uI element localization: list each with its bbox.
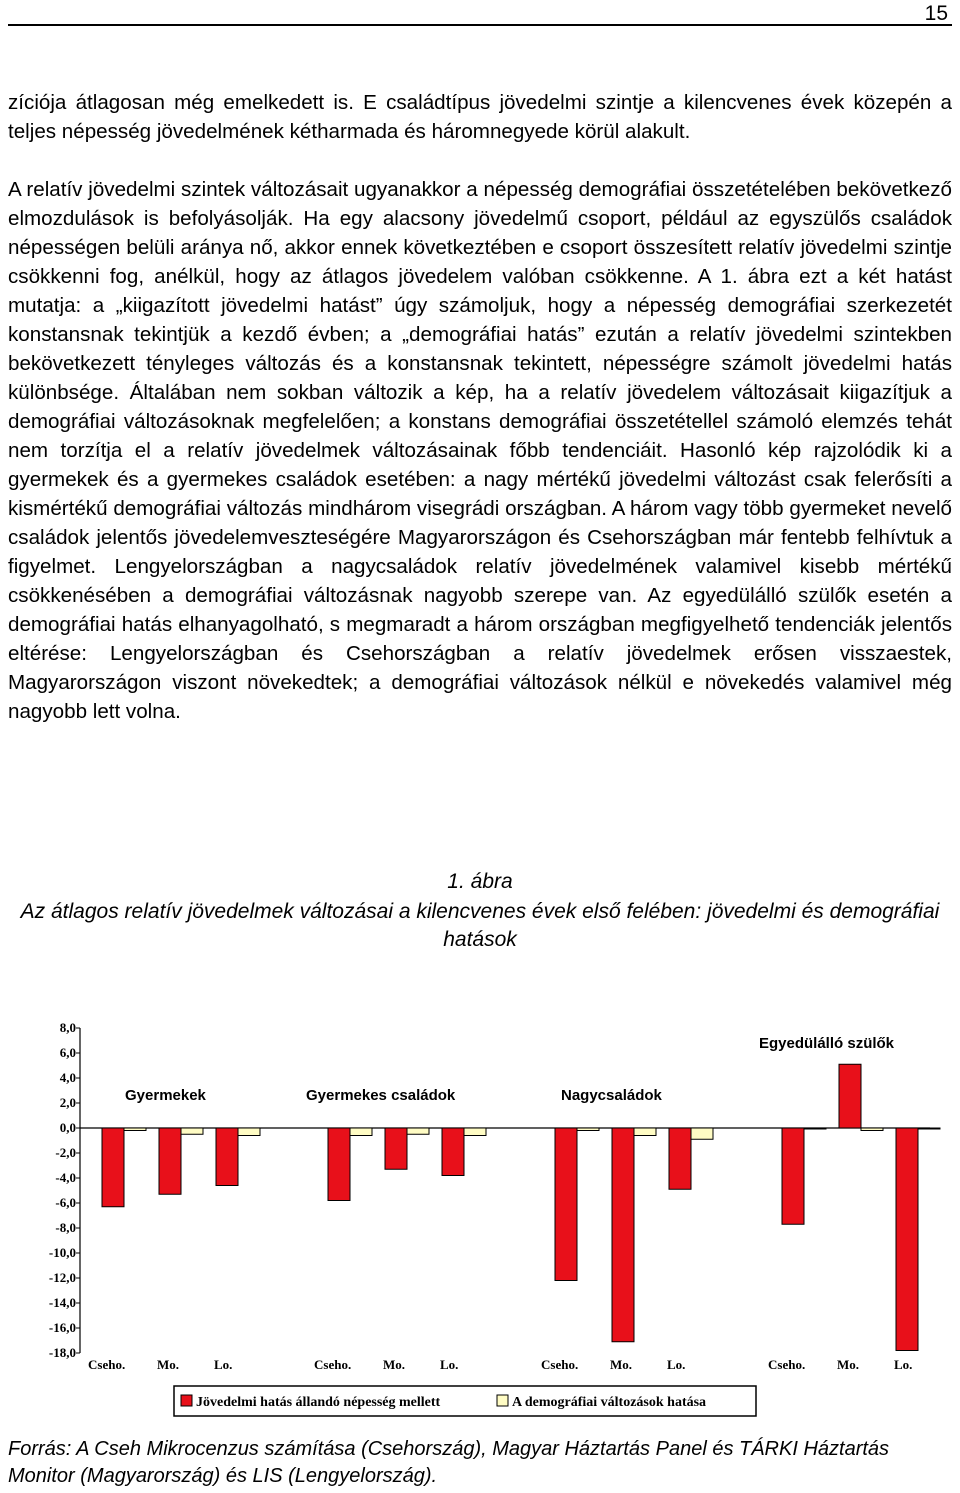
- y-tick-label: -10,0: [48, 1245, 76, 1260]
- x-tick-label: Mo.: [837, 1357, 860, 1372]
- bar-income: [555, 1128, 577, 1281]
- bar-demographic: [124, 1128, 146, 1131]
- y-tick-label: -18,0: [48, 1345, 76, 1360]
- bar-income: [328, 1128, 350, 1201]
- bars: [102, 1064, 940, 1350]
- bar-demographic: [464, 1128, 486, 1136]
- legend-label-income: Jövedelmi hatás állandó népesség mellett: [196, 1395, 441, 1410]
- x-tick-label: Lo.: [440, 1357, 459, 1372]
- bar-demographic: [350, 1128, 372, 1136]
- y-tick-label: -8,0: [55, 1220, 76, 1235]
- group-label: Gyermekek: [125, 1087, 206, 1104]
- y-tick-label: 0,0: [59, 1120, 76, 1135]
- y-tick-label: -14,0: [48, 1295, 76, 1310]
- group-labels: [125, 1035, 895, 1104]
- figure-number: 1. ábra: [447, 870, 513, 893]
- x-tick-label: Lo.: [894, 1357, 913, 1372]
- y-tick-label: -4,0: [55, 1170, 76, 1185]
- bar-demographic: [691, 1128, 713, 1139]
- legend-swatch-demographic: [497, 1395, 508, 1406]
- bar-income: [102, 1128, 124, 1207]
- group-label: Egyedülálló szülők: [759, 1035, 895, 1052]
- bar-income: [612, 1128, 634, 1342]
- bar-chart: [0, 1010, 960, 1430]
- bar-demographic: [577, 1128, 599, 1131]
- bar-income: [216, 1128, 238, 1186]
- bar-demographic: [804, 1128, 826, 1129]
- bar-income: [669, 1128, 691, 1189]
- body-text: [8, 88, 952, 755]
- legend-swatch-income: [181, 1395, 192, 1406]
- group-label: Nagycsaládok: [561, 1087, 662, 1104]
- x-tick-label: Cseho.: [88, 1357, 126, 1372]
- x-tick-label: Lo.: [667, 1357, 686, 1372]
- bar-demographic: [181, 1128, 203, 1134]
- bar-income: [385, 1128, 407, 1169]
- y-tick-label: -2,0: [55, 1145, 76, 1160]
- paragraph-2: A relatív jövedelmi szintek változásait ugyanakkor a népesség demográfiai összetételében bekövetkező elmozdulások is befolyásolják. Ha egy alacsony jövedelmű csoport, például az egyszülős családok népességen belüli aránya nő, akkor ennek következtében e csoport összesített relatív jövedelmi szintje csökkenni fog, anélkül, hogy az átlagos jövedelem valóban csökkenne. A 1. ábra ezt a két hatást mutatja: a „kiigazított jövedelmi hatást” úgy számoljuk, hogy a népesség demográfiai szerkezetét konstansnak tekintjük a kezdő évben; a „demográfiai hatás” ezután a relatív jövedelmi szintekben bekövetkezett tényleges változás és a konstansnak tekintett, népességre számolt jövedelmi hatás különbsége. Általában nem sokban változik a kép, ha a relatív jövedelem változásait kiigazítjuk a demográfiai változásoknak megfelelően; a konstans demográfiai összetétellel számoló elemzés tehát nem torzítja el a relatív jövedelmek változásainak főbb tendenciáit. Hasonló kép rajzolódik ki a gyermekek és a gyermekes családok esetében: a nagy mértékű jövedelmi változást csak felerősíti a kismértékű demográfiai változás mindhárom visegrádi országban. A három vagy több gyermeket nevelő családok jelentős jövedelemveszteségére Magyarországon és Csehországban már fentebb felhívtuk a figyelmet. Lengyelországban a nagycsaládok relatív jövedelmének valamivel kisebb mértékű csökkenésében a demográfiai változásnak nagyobb szerepe van. Az egyedülálló szülők esetén a demográfiai hatás elhanyagolható, s megmaradt a három országban megfigyelhető tendenciák jelentős eltérése: Lengyelországban és Csehországban a relatív jövedelmek erősen visszaestek, Magyarországon viszont növekedtek; a demográfiai változások nélkül e növekedés valamivel még nagyobb lett volna.: [8, 178, 952, 723]
- y-tick-label: 4,0: [59, 1070, 76, 1085]
- page-number: 15: [924, 2, 948, 25]
- bar-demographic: [238, 1128, 260, 1136]
- bar-income: [782, 1128, 804, 1224]
- legend: [174, 1386, 756, 1416]
- bar-income: [442, 1128, 464, 1176]
- x-tick-label: Cseho.: [768, 1357, 806, 1372]
- bar-demographic: [634, 1128, 656, 1136]
- x-tick-label: Cseho.: [314, 1357, 352, 1372]
- source-note: Forrás: A Cseh Mikrocenzus számítása (Csehország), Magyar Háztartás Panel és TÁRKI Háztartás Monitor (Magyarország) és LIS (Lengyelország).: [8, 1438, 890, 1487]
- x-axis-labels: [88, 1357, 912, 1372]
- x-tick-label: Mo.: [610, 1357, 633, 1372]
- bar-income: [839, 1064, 861, 1128]
- y-tick-label: 6,0: [59, 1045, 76, 1060]
- x-tick-label: Lo.: [214, 1357, 233, 1372]
- group-label: Gyermekes családok: [306, 1087, 456, 1104]
- y-tick-label: -12,0: [48, 1270, 76, 1285]
- bar-demographic: [861, 1128, 883, 1131]
- figure-title: Az átlagos relatív jövedelmek változásai a kilencvenes évek első felében: jövedelmi és demográfiai hatások: [20, 900, 940, 951]
- x-tick-label: Cseho.: [541, 1357, 579, 1372]
- y-tick-label: 2,0: [59, 1095, 76, 1110]
- bar-income: [896, 1128, 918, 1351]
- bar-income: [159, 1128, 181, 1194]
- y-tick-label: 8,0: [59, 1020, 76, 1035]
- bar-demographic: [918, 1128, 940, 1129]
- x-tick-label: Mo.: [157, 1357, 180, 1372]
- y-tick-label: -6,0: [55, 1195, 76, 1210]
- paragraph-1: zíciója átlagosan még emelkedett is. E családtípus jövedelmi szintje a kilencvenes évek közepén a teljes népesség jövedelmének kétharmada és háromnegyede körül alakult.: [8, 91, 952, 143]
- y-tick-label: -16,0: [48, 1320, 76, 1335]
- header-rule: [8, 24, 952, 26]
- bar-demographic: [407, 1128, 429, 1134]
- legend-label-demographic: A demográfiai változások hatása: [512, 1395, 707, 1410]
- x-tick-label: Mo.: [383, 1357, 406, 1372]
